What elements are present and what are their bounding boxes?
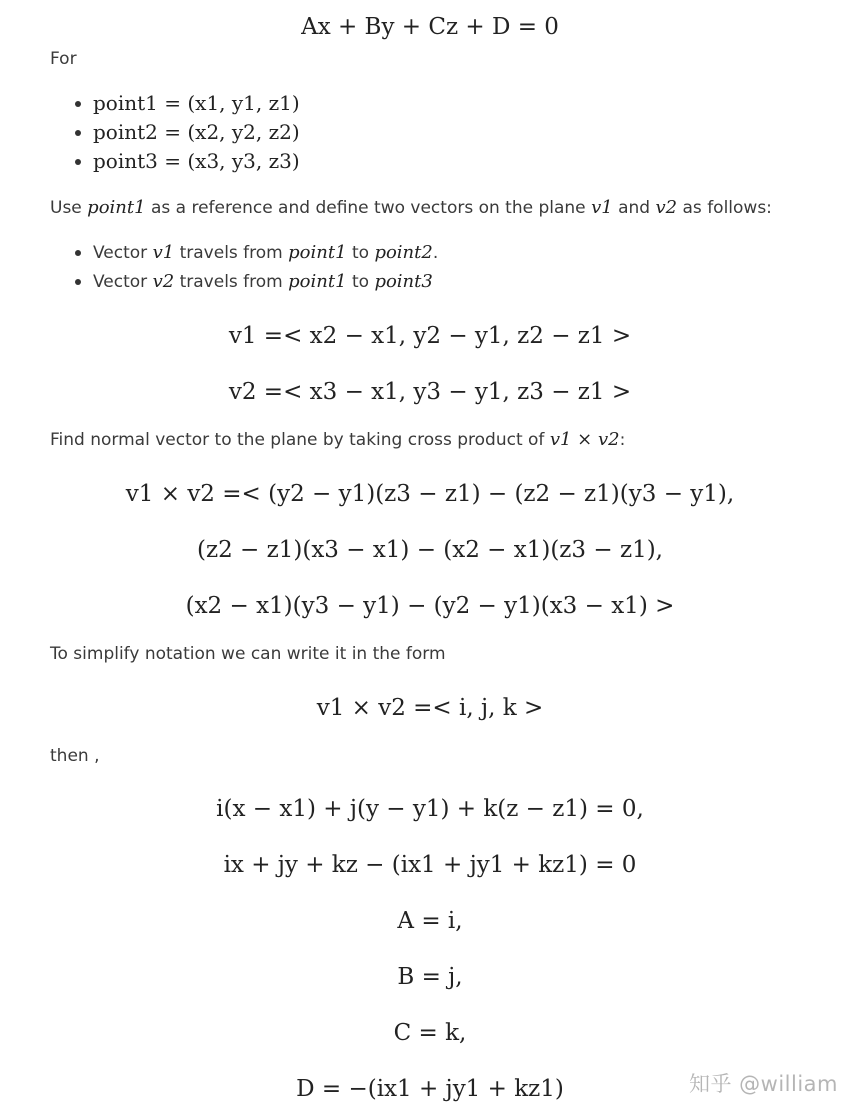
for-label: For: [50, 49, 77, 69]
math-point1: point1: [288, 271, 347, 292]
math-v2: v2: [152, 271, 175, 292]
list-item: [75, 238, 438, 267]
coefficient-d: D = −(ix1 + jy1 + kz1): [296, 1076, 564, 1102]
list-item: [75, 267, 438, 296]
text-fragment: and: [612, 198, 656, 218]
math-point3: point3: [374, 271, 433, 292]
v2-equation: v2 =< x3 − x1, y3 − y1, z3 − z1 >: [228, 379, 632, 405]
simplified-equation: v1 × v2 =< i, j, k >: [316, 695, 544, 721]
watermark: 知乎 @william: [688, 1072, 838, 1096]
text-fragment: as follows:: [677, 198, 772, 218]
math-point1: point1: [288, 242, 347, 263]
plane-equation: Ax + By + Cz + D = 0: [301, 14, 559, 40]
math-cross-product: v1 × v2: [549, 429, 620, 450]
v1-equation: v1 =< x2 − x1, y2 − y1, z2 − z1 >: [228, 323, 632, 349]
text-fragment: as a reference and define two vectors on the plane: [145, 198, 592, 218]
list-item: [75, 89, 300, 118]
math-v1: v1: [152, 242, 175, 263]
text-fragment: Find normal vector to the plane by taking cross product of: [50, 430, 550, 450]
math-point1: point1: [87, 197, 146, 218]
bullet-dot: [75, 159, 81, 165]
vectors-list: [75, 238, 438, 296]
text-fragment: Use: [50, 198, 88, 218]
point1-definition: point1 = (x1, y1, z1): [93, 91, 300, 115]
bullet-dot: [75, 130, 81, 136]
bullet-dot: [75, 101, 81, 107]
text-fragment: .: [432, 243, 439, 263]
expanded-equation-2: ix + jy + kz − (ix1 + jy1 + kz1) = 0: [223, 852, 637, 878]
cross-product-line-3: (x2 − x1)(y3 − y1) − (y2 − y1)(x3 − x1) >: [185, 593, 675, 619]
normal-vector-sentence: [50, 428, 625, 452]
coefficient-b: B = j,: [397, 964, 463, 990]
text-fragment: travels from: [174, 272, 289, 292]
math-v1: v1: [591, 197, 613, 218]
list-item: [75, 118, 300, 147]
list-item: [75, 147, 300, 176]
bullet-dot: [75, 279, 81, 285]
coefficient-a: A = i,: [397, 908, 463, 934]
math-v2: v2: [655, 197, 678, 218]
coefficient-c: C = k,: [393, 1020, 467, 1046]
then-label: then ,: [50, 746, 100, 766]
text-fragment: Vector: [93, 272, 153, 292]
cross-product-line-1: v1 × v2 =< (y2 − y1)(z3 − z1) − (z2 − z1)(y3 − y1),: [125, 481, 735, 507]
point3-definition: point3 = (x3, y3, z3): [93, 149, 300, 173]
points-list: [75, 89, 300, 176]
math-point2: point2: [374, 242, 433, 263]
expanded-equation-1: i(x − x1) + j(y − y1) + k(z − z1) = 0,: [216, 796, 644, 822]
text-fragment: Vector: [93, 243, 153, 263]
text-fragment: to: [346, 243, 375, 263]
cross-product-line-2: (z2 − z1)(x3 − x1) − (x2 − x1)(z3 − z1),: [197, 537, 663, 563]
reference-sentence: [50, 196, 772, 220]
text-fragment: to: [346, 272, 375, 292]
bullet-dot: [75, 250, 81, 256]
text-fragment: :: [619, 430, 626, 450]
point2-definition: point2 = (x2, y2, z2): [93, 120, 300, 144]
text-fragment: travels from: [174, 243, 289, 263]
simplify-sentence: To simplify notation we can write it in the form: [50, 644, 446, 664]
